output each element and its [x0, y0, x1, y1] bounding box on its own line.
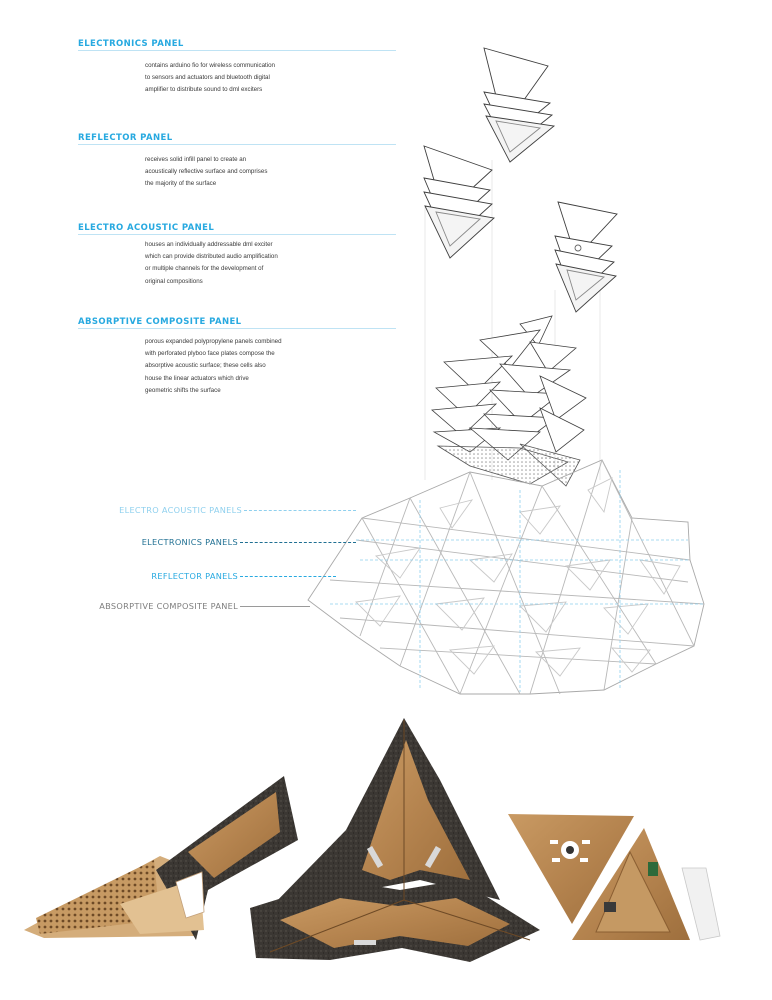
description-line: contains arduino fio for wireless communication [145, 62, 275, 69]
description-line: house the linear actuators which drive [145, 374, 249, 382]
legend-label-electro-acoustic: ELECTRO ACOUSTIC PANELS [119, 505, 242, 515]
electronics-panel-stack [484, 48, 554, 162]
panel-grid-dashed [330, 470, 704, 692]
description-line: the majority of the surface [145, 180, 217, 188]
composite-assembly-exploded [432, 316, 586, 486]
electro-acoustic-panel-stack [555, 202, 617, 312]
section-title: ELECTRONICS PANEL [78, 39, 184, 49]
description-line: or multiple channels for the development of [145, 265, 264, 273]
description-line: with perforated plyboo face plates compose the [145, 350, 275, 358]
section-title: ABSORPTIVE COMPOSITE PANEL [78, 317, 242, 327]
section-title: REFLECTOR PANEL [78, 133, 173, 143]
description-line: absorptive acoustic surface; these cells also [145, 362, 266, 370]
legend-label-electronics: ELECTRONICS PANELS [141, 537, 238, 547]
description-line: porous expanded polypropylene panels combined [145, 338, 282, 345]
reflector-panel-stack [424, 146, 494, 258]
description-line: original compositions [145, 277, 203, 285]
legend-label-absorptive: ABSORPTIVE COMPOSITE PANEL [99, 601, 238, 611]
surface-plan-view [308, 460, 704, 694]
description-line: amplifier to distribute sound to dml exciters [145, 86, 263, 94]
leader-line [240, 542, 356, 543]
description-line: houses an individually addressable dml exciter [145, 241, 273, 248]
leader-line [244, 510, 356, 511]
section-title: ELECTRO ACOUSTIC PANEL [78, 223, 215, 233]
description-line: acoustically reflective surface and comprises [145, 168, 268, 176]
description-line: geometric shifts the surface [145, 386, 221, 394]
description-line: receives solid infill panel to create an [145, 156, 247, 163]
description-line: to sensors and actuators and bluetooth digital [145, 74, 270, 82]
photo-panel-electronics [508, 814, 720, 940]
description-line: which can provide distributed audio amplification [145, 253, 278, 261]
legend-label-reflector: REFLECTOR PANELS [151, 571, 238, 581]
leader-line [240, 606, 310, 607]
leader-line [240, 576, 336, 577]
